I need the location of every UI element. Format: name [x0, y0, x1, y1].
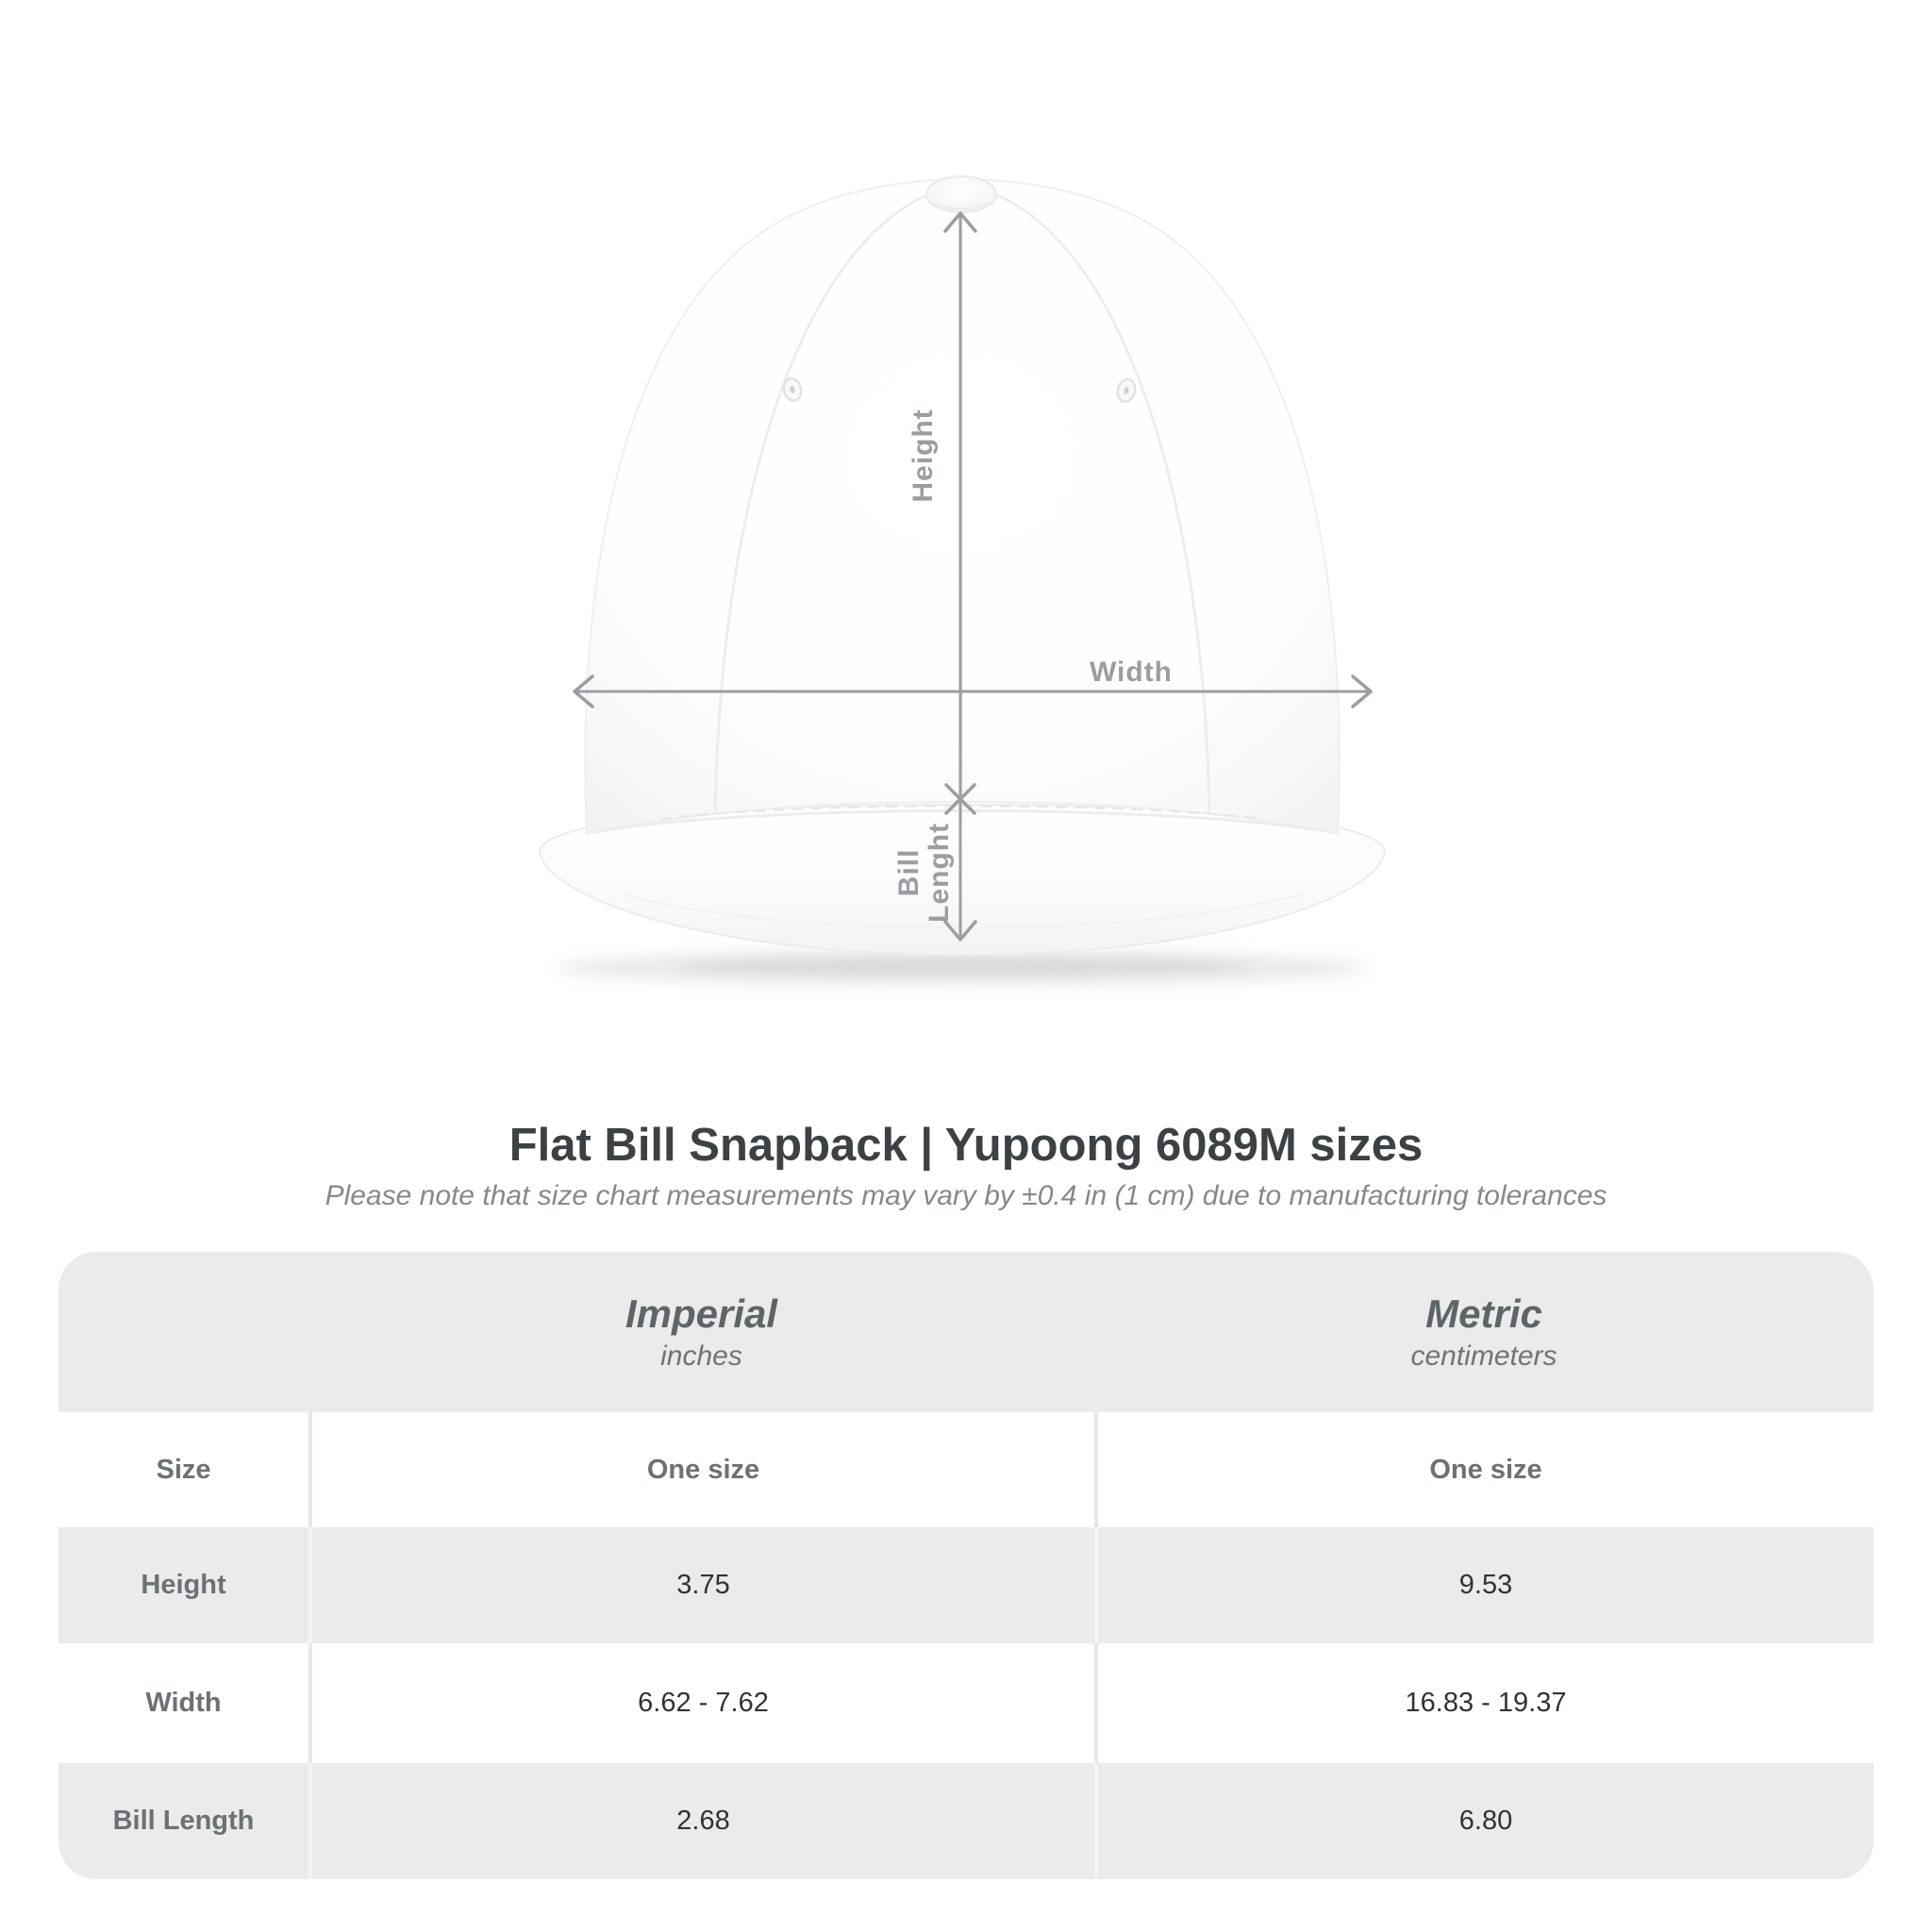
metric-subtitle: centimeters	[1410, 1340, 1557, 1372]
imperial-subtitle: inches	[660, 1340, 742, 1372]
table-row	[58, 1527, 1874, 1643]
table-header	[58, 1252, 1874, 1412]
imperial-value: 3.75	[308, 1527, 1094, 1643]
metric-value: 9.53	[1094, 1527, 1874, 1643]
imperial-value: 6.62 - 7.62	[308, 1643, 1094, 1763]
row-label: Size	[156, 1454, 211, 1485]
table-row	[58, 1412, 1874, 1527]
hat-shadow	[557, 951, 1368, 985]
metric-value: 6.80	[1094, 1763, 1874, 1879]
page-title: Flat Bill Snapback | Yupoong 6089M sizes	[508, 1120, 1424, 1171]
header-spacer	[58, 1252, 308, 1412]
bill-length-label-line1: Bill	[893, 848, 924, 897]
table-row	[58, 1763, 1874, 1879]
row-label: Width	[145, 1688, 222, 1718]
imperial-value: 2.68	[308, 1763, 1094, 1879]
imperial-value: One size	[308, 1412, 1094, 1527]
imperial-title: Imperial	[625, 1291, 778, 1336]
metric-title: Metric	[1425, 1291, 1542, 1336]
top-button	[926, 176, 996, 212]
hat-bill	[540, 805, 1385, 955]
tolerance-note: Please note that size chart measurements may vary by ±0.4 in (1 cm) due to manufacturing tolerances	[325, 1180, 1607, 1211]
row-label: Height	[141, 1570, 226, 1600]
heading-block	[0, 1120, 1932, 1212]
height-dimension-label: Height	[908, 408, 939, 503]
header-metric	[1094, 1252, 1874, 1412]
metric-value: 16.83 - 19.37	[1094, 1643, 1874, 1763]
width-dimension-label: Width	[1089, 657, 1174, 688]
size-table	[58, 1252, 1874, 1879]
header-imperial	[308, 1252, 1094, 1412]
table-row	[58, 1643, 1874, 1763]
bill-length-label-line2: Lenght	[924, 823, 955, 923]
metric-value: One size	[1094, 1412, 1874, 1527]
row-label: Bill Length	[112, 1806, 255, 1836]
